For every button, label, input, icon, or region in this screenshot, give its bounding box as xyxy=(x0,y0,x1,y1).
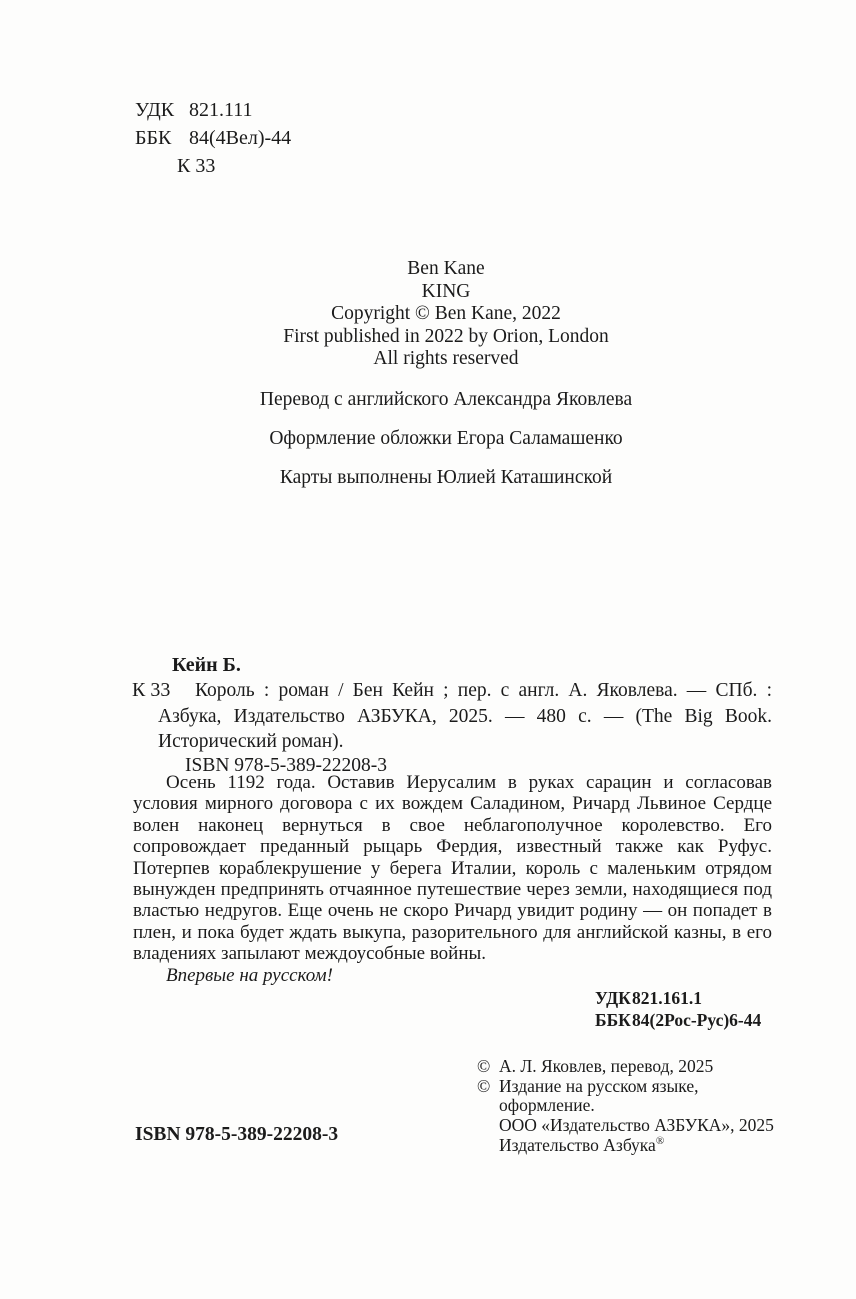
copyright-block xyxy=(477,1057,787,1156)
udk-value: 821.161.1 xyxy=(632,988,702,1008)
copyright-publisher-line-1: Издание на русском языке, xyxy=(499,1075,699,1096)
udk-label: УДК xyxy=(595,988,631,1008)
udk-bottom-row xyxy=(595,988,761,1010)
original-publisher: First published in 2022 by Orion, London xyxy=(283,325,609,347)
original-author: Ben Kane xyxy=(407,258,485,279)
copyright-publisher xyxy=(477,1077,787,1156)
udk-value: 821.111 xyxy=(189,99,253,121)
original-copyright: Copyright © Ben Kane, 2022 xyxy=(331,303,561,325)
translation-credit: Перевод с английского Александра Яковлева xyxy=(259,389,633,410)
top-classification-block xyxy=(135,96,291,180)
catalog-author: Кейн Б. xyxy=(172,654,241,676)
copyright-translator xyxy=(477,1057,787,1077)
copyright-publisher-line-3: ООО «Издательство АЗБУКА», 2025 xyxy=(499,1115,774,1136)
author-sign: К 33 xyxy=(177,155,216,177)
registered-trademark-symbol: ® xyxy=(655,1134,665,1147)
bbk-label: ББК xyxy=(135,127,172,149)
bbk-value: 84(4Вел)-44 xyxy=(189,127,292,149)
bbk-bottom-row xyxy=(595,1010,761,1032)
publisher-name: Издательство Азбука xyxy=(499,1134,656,1155)
catalog-isbn: ISBN 978-5-389-22208-3 xyxy=(185,755,388,776)
copyright-symbol: © xyxy=(477,1056,491,1076)
udk-top-row xyxy=(135,96,291,124)
catalog-code: К 33 xyxy=(132,679,171,701)
bbk-top-row xyxy=(135,124,291,152)
bbk-value: 84(2Рос-Рус)6-44 xyxy=(632,1009,762,1030)
first-time-in-russian-tagline: Впервые на русском! xyxy=(166,965,333,986)
bbk-label: ББК xyxy=(595,1009,631,1030)
bottom-isbn: ISBN 978-5-389-22208-3 xyxy=(135,1124,339,1145)
maps-credit: Карты выполнены Юлией Каташинской xyxy=(279,466,613,488)
copyright-symbol: © xyxy=(477,1075,491,1096)
annotation-text: Осень 1192 года. Оставив Иерусалим в руках сарацин и согласовав условия мирного договора с их вождем Саладином, Ричард Львиное Сердце волен наконец вернуться в свое неблагополучное королевство. Его сопровождает преданный рыцарь Фердия, известный также как Руфус. Потерпев кораблекрушение у берега Италии, король с маленьким отрядом вынужден предпринять отчаянное путешествие через земли, находящиеся под властью недругов. Еще очень не скоро Ричард увидит родину — он попадет в плен, и пока будет ждать выкупа, разорительного для английской казны, в его владениях запылают междоусобные войны. xyxy=(133,772,772,965)
cover-design-credit: Оформление обложки Егора Саламашенко xyxy=(269,427,623,449)
publisher-trademark-line xyxy=(499,1136,787,1156)
original-rights: All rights reserved xyxy=(373,348,519,370)
copyright-translator-line: А. Л. Яковлев, перевод, 2025 xyxy=(499,1056,714,1076)
copyright-publisher-line-2: оформление. xyxy=(499,1095,595,1116)
catalog-description: Король : роман / Бен Кейн ; пер. с англ. А. Яковлева. — СПб. : Азбука, Издательство АЗБУКА, 2025. — 480 с. — (The Big Book. Исторический роман). xyxy=(158,680,772,753)
udk-label: УДК xyxy=(135,99,175,121)
original-edition-block xyxy=(133,258,759,371)
credits-block xyxy=(133,388,759,504)
bottom-classification-block xyxy=(595,988,761,1031)
original-title: KING xyxy=(421,280,471,302)
